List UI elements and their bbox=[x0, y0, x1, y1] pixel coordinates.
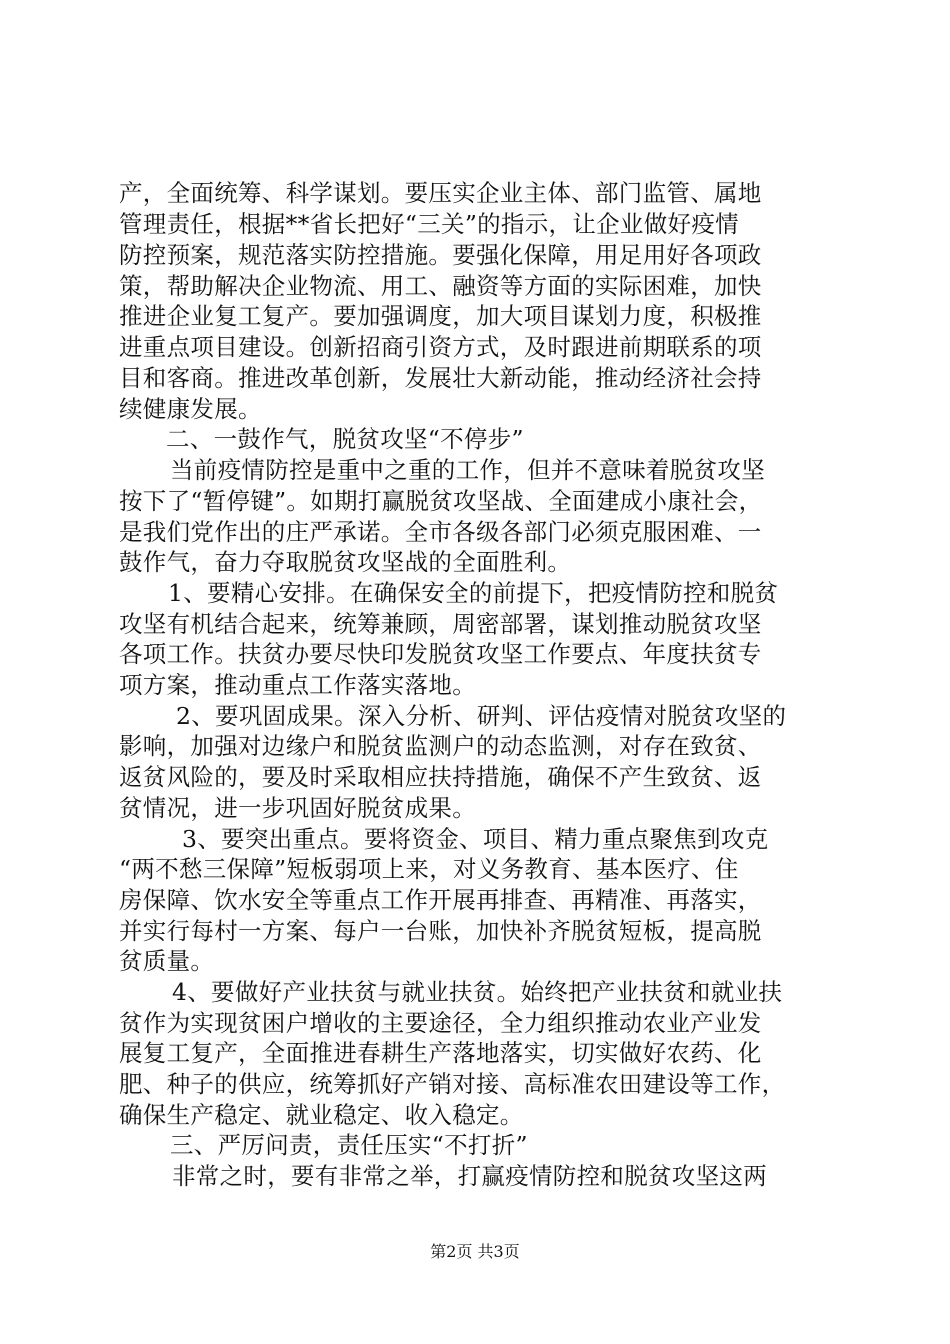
section-heading: 二、一鼓作气，脱贫攻坚“不停步” bbox=[166, 425, 524, 453]
text-line: 管理责任，根据**省长把好“三关”的指示，让企业做好疫情 bbox=[119, 210, 739, 238]
text-line: 当前疫情防控是重中之重的工作，但并不意味着脱贫攻坚 bbox=[170, 456, 765, 484]
text-line: 续健康发展。 bbox=[119, 395, 262, 423]
text-line: 防控预案，规范落实防控措施。要强化保障，用足用好各项政 bbox=[119, 241, 762, 269]
text-line: 产，全面统筹、科学谋划。要压实企业主体、部门监管、属地 bbox=[119, 179, 762, 207]
text-line: 展复工复产，全面推进春耕生产落地落实，切实做好农药、化 bbox=[119, 1039, 762, 1067]
text-line: 4、要做好产业扶贫与就业扶贫。始终把产业扶贫和就业扶 bbox=[172, 978, 783, 1006]
text-line: 肥、种子的供应，统筹抓好产销对接、高标准农田建设等工作， bbox=[119, 1070, 786, 1098]
text-line: 是我们党作出的庄严承诺。全市各级各部门必须克服困难、一 bbox=[119, 518, 762, 546]
text-line: 各项工作。扶贫办要尽快印发脱贫攻坚工作要点、年度扶贫专 bbox=[119, 640, 762, 668]
text-line: 策，帮助解决企业物流、用工、融资等方面的实际困难，加快 bbox=[119, 272, 762, 300]
text-line: 3、要突出重点。要将资金、项目、精力重点聚焦到攻克 bbox=[182, 825, 769, 853]
text-line: “两不愁三保障”短板弱项上来，对义务教育、基本医疗、住 bbox=[119, 855, 739, 883]
text-line: 进重点项目建设。创新招商引资方式，及时跟进前期联系的项 bbox=[119, 333, 762, 361]
text-line: 贫质量。 bbox=[119, 947, 215, 975]
page-number-footer: 第2页 共3页 bbox=[430, 1242, 520, 1261]
text-line: 目和客商。推进改革创新，发展壮大新动能，推动经济社会持 bbox=[119, 364, 762, 392]
text-line: 贫作为实现贫困户增收的主要途径，全力组织推动农业产业发 bbox=[119, 1009, 762, 1037]
text-line: 并实行每村一方案、每户一台账，加快补齐脱贫短板，提高脱 bbox=[119, 917, 762, 945]
text-line: 贫情况，进一步巩固好脱贫成果。 bbox=[119, 794, 476, 822]
text-line: 1、要精心安排。在确保安全的前提下，把疫情防控和脱贫 bbox=[168, 579, 779, 607]
text-line: 2、要巩固成果。深入分析、研判、评估疫情对脱贫攻坚的 bbox=[176, 702, 787, 730]
text-line: 鼓作气，奋力夺取脱贫攻坚战的全面胜利。 bbox=[119, 548, 572, 576]
text-line: 推进企业复工复产。要加强调度，加大项目谋划力度，积极推 bbox=[119, 302, 762, 330]
text-line: 攻坚有机结合起来，统筹兼顾，周密部署，谋划推动脱贫攻坚 bbox=[119, 610, 762, 638]
text-line: 非常之时，要有非常之举，打赢疫情防控和脱贫攻坚这两 bbox=[172, 1162, 767, 1190]
text-line: 影响，加强对边缘户和脱贫监测户的动态监测，对存在致贫、 bbox=[119, 732, 762, 760]
text-line: 返贫风险的，要及时采取相应扶持措施，确保不产生致贫、返 bbox=[119, 763, 762, 791]
section-heading: 三、严厉问责，责任压实“不打折” bbox=[170, 1131, 528, 1159]
text-line: 按下了“暂停键”。如期打赢脱贫攻坚战、全面建成小康社会， bbox=[119, 487, 763, 515]
text-line: 房保障、饮水安全等重点工作开展再排查、再精准、再落实， bbox=[119, 886, 762, 914]
text-line: 项方案，推动重点工作落实落地。 bbox=[119, 671, 476, 699]
text-line: 确保生产稳定、就业稳定、收入稳定。 bbox=[119, 1101, 524, 1129]
